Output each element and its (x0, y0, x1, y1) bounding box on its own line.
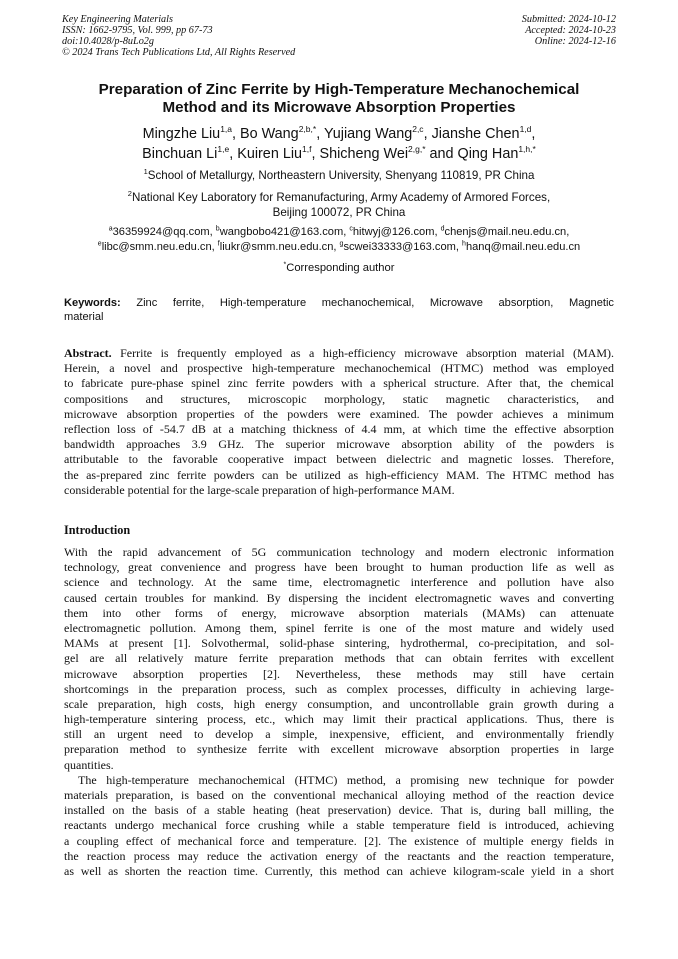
author: Kuiren Liu (237, 146, 303, 162)
keywords: Keywords: Zinc ferrite, High-temperature mechanochemical, Microwave absorption, Magnetic material (64, 297, 614, 323)
intro-line: as well as shorten the reaction time. Currently, this method can achieve kilogram-scale yield in a short (64, 863, 614, 878)
intro-line: high-temperature sintering process, etc., which may limit their practical applications. Thus, there is (64, 712, 614, 727)
email-link[interactable]: hitwyj@126.com (352, 226, 435, 238)
intro-line: The high-temperature mechanochemical (HTMC) method, a promising new technique for powder (78, 772, 614, 787)
abstract-line: attributable to the favorable cooperative impact between dielectric and magnetic losses. Therefore, (64, 452, 614, 467)
affiliation-1: $^1$School of Metallurgy, Northeastern University, Shenyang 110819, PR China (143, 167, 535, 182)
author-line-2: Binchuan Li$^{1,e}$, Kuiren Liu$^{1,f}$, Shicheng Wei$^{2,g,*}$ and Qing Han$^{1,h,*}$ (142, 144, 536, 162)
corresponding-author-note: *Corresponding author (283, 261, 395, 274)
author: Binchuan Li (142, 146, 218, 162)
intro-line: scale preparation, high costs, high energy consumption, and uncontrollable grain growth during a (64, 696, 614, 711)
intro-line: materials preparation, is based on the conventional mechanical alloying method of the reaction device (64, 788, 614, 802)
intro-line: gel are all relatively mature ferrite preparation methods that can obtain ferrites with excellent (64, 651, 614, 666)
online-date: Online: 2024-12-16 (534, 36, 616, 47)
abstract (64, 346, 614, 498)
intro-line: them into other forms of energy, microwave absorption materials (MAMs) can attenuate (64, 605, 614, 620)
email-line-1: $^a$36359924@qq.com, $^b$wangbobo421@163.com, $^c$hitwyj@126.com, $^d$chenjs@mail.neu.edu.cn, (108, 225, 570, 238)
paper-title (40, 81, 638, 117)
intro-line: technology, great convenience and progress have been brought to human production life as well as (64, 560, 614, 575)
issn: ISSN: 1662-9795, Vol. 999, pp 67-73 (62, 25, 213, 36)
author: Qing Han (457, 146, 519, 162)
email-line-2: $^e$libc@smm.neu.edu.cn, $^f$liukr@smm.neu.edu.cn, $^g$scwei33333@163.com, $^h$hanq@mail.neu.edu.cn (97, 240, 581, 253)
intro-line: reactants undergo mechanical force crushing while a stable temperature field is introduced, achieving (64, 818, 614, 833)
intro-line: a coupling effect of mechanical force and temperature. [2]. The existence of multiple energy fields in (64, 833, 614, 848)
abstract-line: the as-prepared zinc ferrite powders can be utilized as high-efficiency MAM. The HTMC method has (64, 467, 614, 482)
doi[interactable]: doi:10.4028/p-8uLo2g (62, 36, 154, 47)
author: Shicheng Wei (319, 146, 409, 162)
intro-line: the reaction process may reduce the activation energy of the reactants and the reaction temperature, (64, 848, 614, 863)
author-list (40, 124, 638, 164)
submitted-date: Submitted: 2024-10-12 (521, 14, 616, 25)
journal-header (62, 14, 295, 58)
abstract-line: considerable potential for the large-scale preparation of high-performance MAM. (64, 482, 455, 497)
copyright: © 2024 Trans Tech Publications Ltd, All Rights Reserved (62, 47, 296, 58)
intro-line: electromagnetic pollution. Among them, spinel ferrite is one of the most mature and widely used (64, 620, 614, 635)
abstract-line: bandwidth approaches 3.9 GHz. The superior microwave absorption ability of the powders is (64, 437, 614, 452)
intro-line: quantities. (64, 757, 114, 772)
dates-header (522, 14, 616, 47)
abstract-line: to fabricate pure-phase spinel zinc ferrite powders with a spherical structure. After that, the chemical (64, 376, 614, 391)
and-word: and (429, 146, 454, 162)
email-link[interactable]: chenjs@mail.neu.edu.cn (444, 226, 567, 238)
abstract-line: microwave absorption properties of the powders were examined. The powder achieves a minimum (64, 406, 614, 421)
email-link[interactable]: liukr@smm.neu.edu.cn (219, 241, 334, 253)
author-line-1: Mingzhe Liu$^{1,a}$, Bo Wang$^{2,b,*}$, Yujiang Wang$^{2,c}$, Jianshe Chen$^{1,d}$, (142, 124, 536, 142)
intro-line: caused certain troubles for mankind. By dispersing the incident electromagnetic waves and converting (64, 590, 614, 605)
title-line-1: Preparation of Zinc Ferrite by High-Temperature Mechanochemical (98, 81, 580, 98)
email-link[interactable]: libc@smm.neu.edu.cn (101, 241, 212, 253)
abstract-line: reflection loss of -54.7 dB at a matching thickness of 4.4 mm, at which time the effective absorption (64, 421, 614, 436)
email-list (40, 225, 638, 255)
author: Jianshe Chen (431, 126, 520, 142)
intro-line: MAMs at present [1]. Solvothermal, solid-phase sintering, hydrothermal, co-precipitation, and sol- (64, 636, 614, 651)
intro-line: science and technology. At the same time, electromagnetic interference and pollution have also (64, 575, 614, 590)
abstract-line: Herein, a novel and prospective high-temperature mechanochemical (HTMC) method was employed (64, 361, 614, 376)
keywords-label: Keywords: (64, 297, 121, 309)
accepted-date: Accepted: 2024-10-23 (525, 25, 616, 36)
abstract-label: Abstract. (64, 346, 112, 360)
abstract-line: compositions and structures, microscopic morphology, static magnetic characteristics, and (64, 391, 614, 406)
introduction-body (64, 545, 614, 879)
section-heading-introduction: Introduction (64, 523, 131, 537)
title-line-2: Method and its Microwave Absorption Properties (162, 99, 516, 116)
email-link[interactable]: 36359924@qq.com (112, 226, 210, 238)
intro-line: shortcomings in the preparation process, such as complex processes, difficulty in achieving large- (64, 681, 614, 696)
intro-line: installed on the basis of a stable heating (heat preservation) device. That is, during ball milling, the (64, 803, 614, 818)
affiliation-2: $^2$National Key Laboratory for Remanufacturing, Army Academy of Armored Forces, Beijing 100072, PR China (127, 189, 551, 219)
intro-line: With the rapid advancement of 5G communication technology and modern electronic information (64, 545, 614, 559)
email-link[interactable]: scwei33333@163.com (343, 241, 456, 253)
journal-name: Key Engineering Materials (62, 14, 173, 25)
email-link[interactable]: hanq@mail.neu.edu.cn (465, 241, 581, 253)
email-link[interactable]: wangbobo421@163.com (219, 226, 344, 238)
author: Mingzhe Liu (142, 126, 221, 142)
intro-line: still an urgent need to develop a simple, inexpensive, efficient, and environmentally friendly (64, 727, 614, 742)
intro-line: preparation method to synthesize ferrite with excellent microwave absorption properties in large (64, 742, 614, 757)
abstract-line: Abstract. Ferrite is frequently employed as a high-efficiency microwave absorption material (MAM). (64, 346, 614, 360)
author: Yujiang Wang (323, 126, 413, 142)
intro-line: microwave absorption properties [2]. Nevertheless, these methods may still have certain (64, 666, 614, 681)
author: Bo Wang (240, 126, 299, 142)
